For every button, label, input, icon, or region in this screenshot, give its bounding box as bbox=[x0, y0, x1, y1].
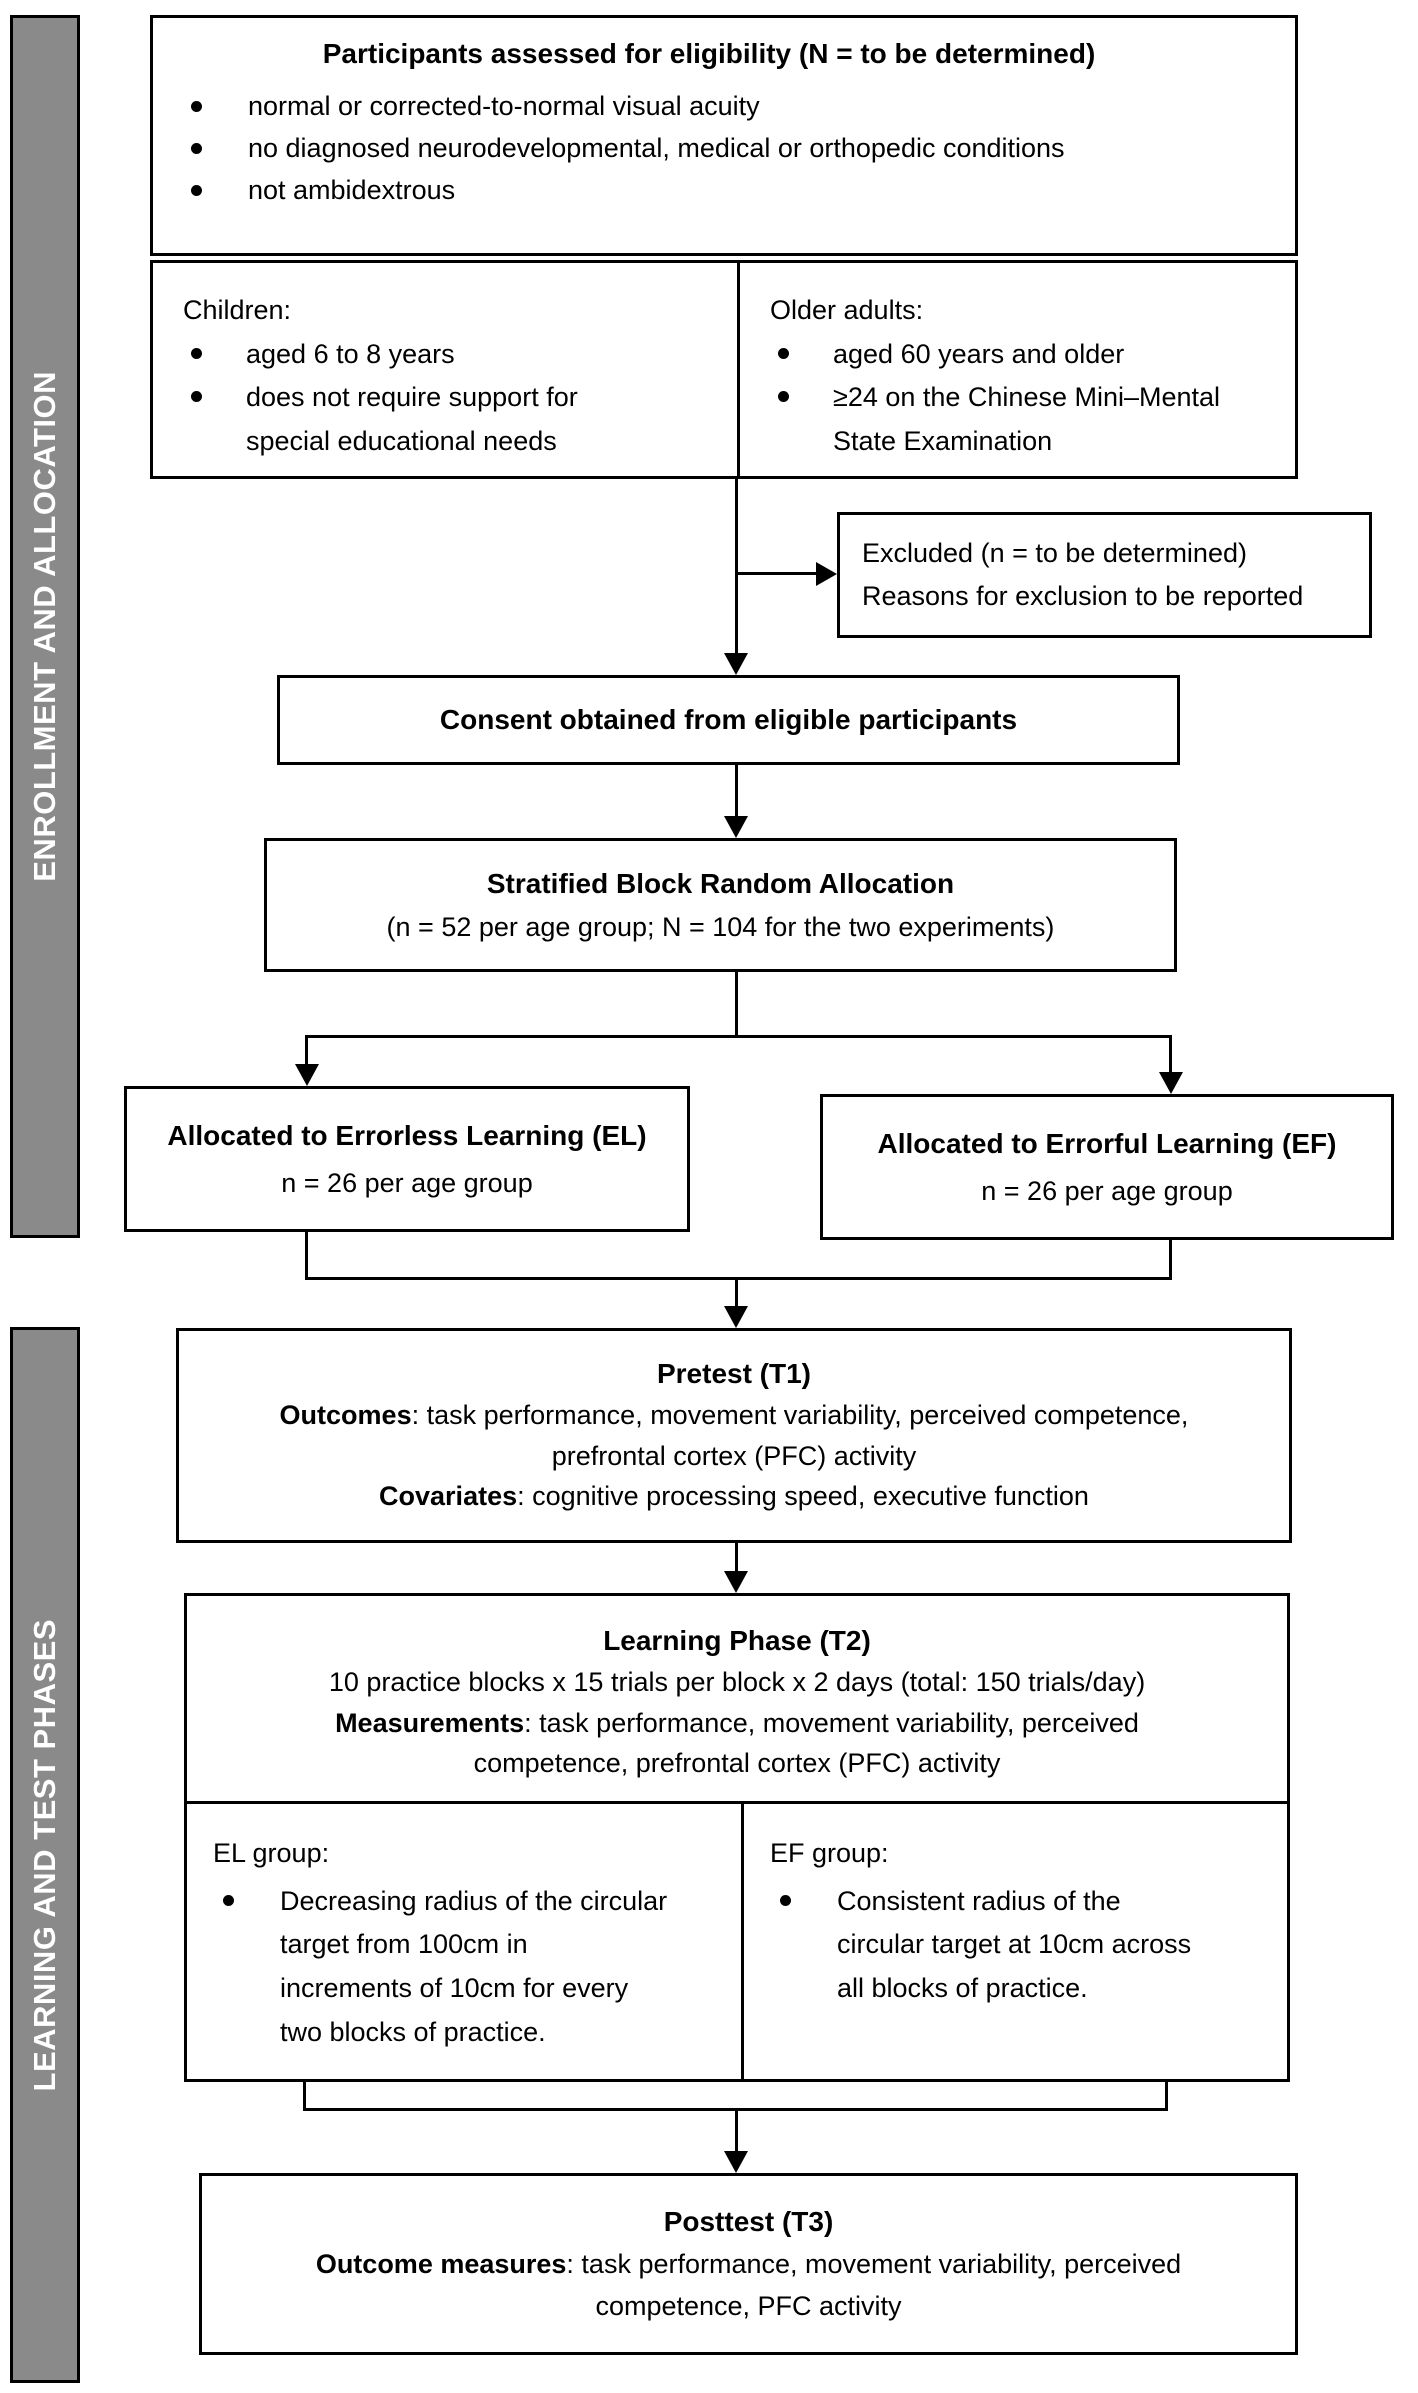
learning-schedule: 10 practice blocks x 15 trials per block x 2 days (total: 150 trials/day) bbox=[328, 1667, 1146, 1697]
ef-bullet-line-1: Consistent radius of the bbox=[837, 1885, 1121, 1916]
posttest-box bbox=[199, 2173, 1298, 2355]
bullet-marker bbox=[223, 1895, 234, 1906]
bullet-marker bbox=[780, 1895, 791, 1906]
pretest-title: Pretest (T1) bbox=[656, 1358, 812, 1389]
list-item bbox=[778, 333, 1281, 377]
arrowhead-down-icon bbox=[1159, 1072, 1183, 1094]
list-item bbox=[191, 333, 723, 377]
errorless-group-n: n = 26 per age group bbox=[281, 1167, 533, 1198]
older-adults-criteria-column bbox=[740, 263, 1295, 476]
learning-phase-box bbox=[184, 1593, 1290, 2082]
connector-line bbox=[735, 2111, 738, 2151]
excluded-line-1: Excluded (n = to be determined) bbox=[862, 538, 1247, 569]
connector-line bbox=[303, 2082, 306, 2108]
connector-line bbox=[305, 1232, 308, 1277]
posttest-outcomes-line-2: competence, PFC activity bbox=[595, 2290, 902, 2321]
connector-line bbox=[735, 765, 738, 816]
connector-line bbox=[305, 1277, 1172, 1280]
learning-phase-label: LEARNING AND TEST PHASES bbox=[27, 1618, 62, 2092]
learning-title: Learning Phase (T2) bbox=[603, 1625, 871, 1656]
connector-line bbox=[738, 572, 816, 575]
older-adults-bullet-2-line-1: ≥24 on the Chinese Mini–Mental bbox=[833, 382, 1221, 413]
ef-group-bullet bbox=[837, 1880, 1191, 2011]
pretest-covariates-line bbox=[179, 1476, 1289, 1517]
arrowhead-right-icon bbox=[816, 562, 837, 586]
eligibility-bullet-3: not ambidextrous bbox=[248, 174, 456, 205]
eligibility-title: Participants assessed for eligibility (N = to be determined) bbox=[322, 38, 1096, 69]
errorful-group-title: Allocated to Errorful Learning (EF) bbox=[877, 1127, 1337, 1159]
bullet-marker bbox=[191, 348, 202, 359]
arrowhead-down-icon bbox=[724, 2151, 748, 2173]
children-bullet-2-line-2: special educational needs bbox=[246, 426, 557, 457]
eligibility-box bbox=[150, 15, 1298, 256]
pretest-outcomes-line-2: prefrontal cortex (PFC) activity bbox=[551, 1440, 917, 1471]
connector-line bbox=[305, 1035, 1172, 1038]
list-item bbox=[223, 1880, 731, 2055]
list-item bbox=[191, 376, 723, 463]
enrollment-phase-label: ENROLLMENT AND ALLOCATION bbox=[27, 371, 62, 882]
consent-text: Consent obtained from eligible participants bbox=[439, 704, 1018, 735]
learning-columns bbox=[187, 1801, 1287, 2079]
ef-group-heading: EF group: bbox=[770, 1838, 889, 1868]
criteria-box bbox=[150, 260, 1298, 479]
errorful-group-n: n = 26 per age group bbox=[981, 1175, 1233, 1206]
posttest-outcomes-line-1 bbox=[202, 2244, 1295, 2286]
learning-phase-header bbox=[187, 1596, 1287, 1801]
arrowhead-down-icon bbox=[724, 1306, 748, 1328]
el-group-heading: EL group: bbox=[213, 1838, 330, 1868]
learning-measurements-label: Measurements bbox=[335, 1707, 525, 1738]
el-bullet-line-2: target from 100cm in bbox=[280, 1929, 528, 1960]
errorless-group-box bbox=[124, 1086, 690, 1232]
excluded-box bbox=[837, 512, 1372, 638]
bullet-marker bbox=[191, 101, 202, 112]
arrowhead-down-icon bbox=[295, 1064, 319, 1086]
connector-line bbox=[1169, 1035, 1172, 1072]
connector-line bbox=[305, 1035, 308, 1064]
connector-line bbox=[735, 1280, 738, 1306]
children-criteria-column bbox=[153, 263, 740, 476]
arrowhead-down-icon bbox=[724, 653, 748, 675]
eligibility-bullet-1: normal or corrected-to-normal visual acuity bbox=[248, 91, 760, 121]
allocation-box bbox=[264, 838, 1177, 972]
enrollment-phase-bar bbox=[10, 15, 80, 1238]
el-group-bullet bbox=[280, 1880, 667, 2055]
pretest-outcomes-text: : task performance, movement variability, perceived competence, bbox=[411, 1400, 1189, 1430]
older-adults-bullet-1: aged 60 years and older bbox=[833, 338, 1125, 369]
el-bullet-line-4: two blocks of practice. bbox=[280, 2016, 546, 2047]
list-item bbox=[780, 1880, 1277, 2011]
eligibility-bullet-list bbox=[191, 86, 1265, 212]
list-item bbox=[191, 170, 1265, 212]
list-item bbox=[191, 128, 1265, 170]
connector-line bbox=[735, 1543, 738, 1571]
arrowhead-down-icon bbox=[724, 1571, 748, 1593]
ef-group-column bbox=[744, 1804, 1287, 2079]
bullet-marker bbox=[191, 185, 202, 196]
children-bullet-2 bbox=[246, 376, 578, 463]
older-adults-heading: Older adults: bbox=[770, 295, 924, 325]
learning-measurements-line-1 bbox=[187, 1703, 1287, 1744]
consent-box bbox=[277, 675, 1180, 765]
posttest-outcomes-label: Outcome measures bbox=[315, 2248, 567, 2279]
pretest-outcomes-label: Outcomes bbox=[279, 1400, 412, 1430]
bullet-marker bbox=[778, 391, 789, 402]
children-bullet-2-line-1: does not require support for bbox=[246, 382, 578, 413]
posttest-title: Posttest (T3) bbox=[663, 2206, 834, 2238]
older-adults-bullet-2-line-2: State Examination bbox=[833, 426, 1053, 457]
learning-measurements-text: : task performance, movement variability, perceived bbox=[524, 1707, 1139, 1738]
el-bullet-line-1: Decreasing radius of the circular bbox=[280, 1885, 668, 1916]
list-item bbox=[191, 86, 1265, 128]
learning-measurements-line-2: competence, prefrontal cortex (PFC) activity bbox=[473, 1748, 1001, 1778]
excluded-line-2: Reasons for exclusion to be reported bbox=[862, 581, 1304, 611]
list-item bbox=[778, 376, 1281, 463]
el-bullet-line-3: increments of 10cm for every bbox=[280, 1973, 629, 2004]
pretest-box bbox=[176, 1328, 1292, 1543]
pretest-covariates-label: Covariates bbox=[379, 1481, 518, 1511]
connector-line bbox=[1165, 2082, 1168, 2108]
bullet-marker bbox=[778, 348, 789, 359]
allocation-title: Stratified Block Random Allocation bbox=[486, 867, 955, 899]
ef-bullet-line-2: circular target at 10cm across bbox=[837, 1929, 1192, 1960]
posttest-outcomes-text: : task performance, movement variability, perceived bbox=[566, 2248, 1182, 2279]
arrowhead-down-icon bbox=[724, 816, 748, 838]
connector-line bbox=[1169, 1240, 1172, 1277]
eligibility-bullet-2: no diagnosed neurodevelopmental, medical or orthopedic conditions bbox=[248, 132, 1065, 163]
errorful-group-box bbox=[820, 1094, 1394, 1240]
el-group-column bbox=[187, 1804, 744, 2079]
older-adults-bullet-2 bbox=[833, 376, 1220, 463]
learning-phase-bar bbox=[10, 1327, 80, 2383]
ef-bullet-line-3: all blocks of practice. bbox=[837, 1973, 1088, 2004]
children-heading: Children: bbox=[183, 295, 292, 325]
bullet-marker bbox=[191, 391, 202, 402]
children-bullet-1: aged 6 to 8 years bbox=[246, 338, 455, 369]
bullet-marker bbox=[191, 143, 202, 154]
errorless-group-title: Allocated to Errorless Learning (EL) bbox=[167, 1119, 647, 1151]
allocation-subtitle: (n = 52 per age group; N = 104 for the two experiments) bbox=[386, 911, 1055, 942]
pretest-outcomes-line-1 bbox=[179, 1395, 1289, 1436]
pretest-covariates-text: : cognitive processing speed, executive function bbox=[517, 1481, 1089, 1511]
connector-line bbox=[735, 972, 738, 1035]
connector-line bbox=[735, 479, 738, 653]
